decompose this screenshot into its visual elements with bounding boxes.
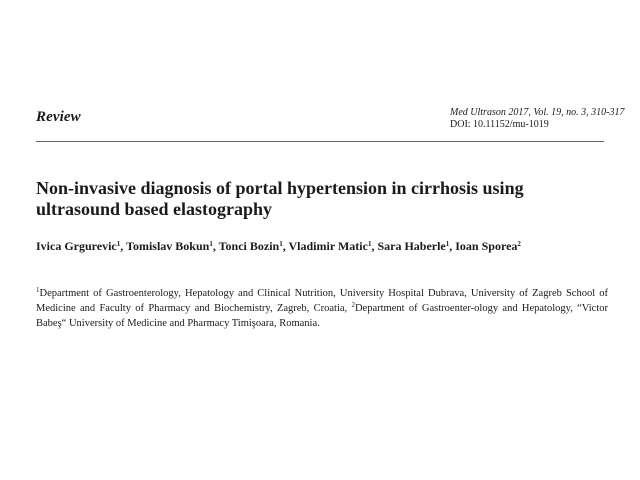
author-separator: , (449, 239, 456, 253)
author-list (36, 238, 636, 254)
article-title-line-2: ultrasound based elastography (36, 199, 273, 219)
affiliations (36, 286, 608, 331)
affiliation-marker: 1 (367, 240, 372, 248)
author-separator: , (212, 239, 219, 253)
author-separator: , (120, 239, 127, 253)
author-name: Ivica Grgurevic (36, 239, 117, 253)
author-2 (126, 239, 219, 253)
article-title (36, 178, 606, 220)
article-title-line-1: Non-invasive diagnosis of portal hypertension in cirrhosis using (36, 178, 524, 198)
author-4 (289, 239, 378, 253)
affiliation-marker: 2 (517, 240, 521, 248)
citation-block (450, 107, 625, 131)
author-name: Ioan Sporea (455, 239, 518, 253)
journal-citation (450, 107, 625, 119)
author-6 (455, 239, 521, 253)
author-separator: , (282, 239, 289, 253)
author-name: Vladimir Matic (288, 239, 368, 253)
author-5 (377, 239, 455, 253)
header-divider (36, 141, 604, 142)
author-name: Tonci Bozin (218, 239, 280, 253)
journal-volume-details: 2017, Vol. 19, no. 3, 310-317 (508, 107, 625, 118)
article-section-label: Review (36, 109, 81, 125)
author-1 (36, 239, 126, 253)
article-header (36, 107, 625, 137)
affiliation-marker: 1 (116, 240, 121, 248)
doi-link[interactable]: DOI: 10.11152/mu-1019 (450, 119, 549, 130)
author-name: Tomislav Bokun (126, 239, 210, 253)
author-3 (219, 239, 289, 253)
affiliation-text-2: Department of Gastroenter-ology and Hepatology, “Victor Babeş“ University of Medicine and Pharmacy Timişoara, Romania. (36, 303, 608, 329)
affiliation-text-1: Department of Gastroenterology, Hepatology and Clinical Nutrition, University Hospital Dubrava, University of Zagreb School of Medicine and Faculty of Pharmacy and Biochemistry, Zagreb, Croatia, (36, 288, 608, 314)
journal-name: Med Ultrason (450, 107, 506, 118)
author-separator: , (371, 239, 378, 253)
affiliation-marker: 1 (279, 240, 283, 248)
author-name: Sara Haberle (377, 239, 446, 253)
affiliation-marker-1: 1 (36, 286, 40, 294)
affiliation-marker-2: 2 (351, 301, 355, 309)
affiliation-marker: 1 (445, 240, 450, 248)
affiliation-marker: 1 (209, 240, 213, 248)
